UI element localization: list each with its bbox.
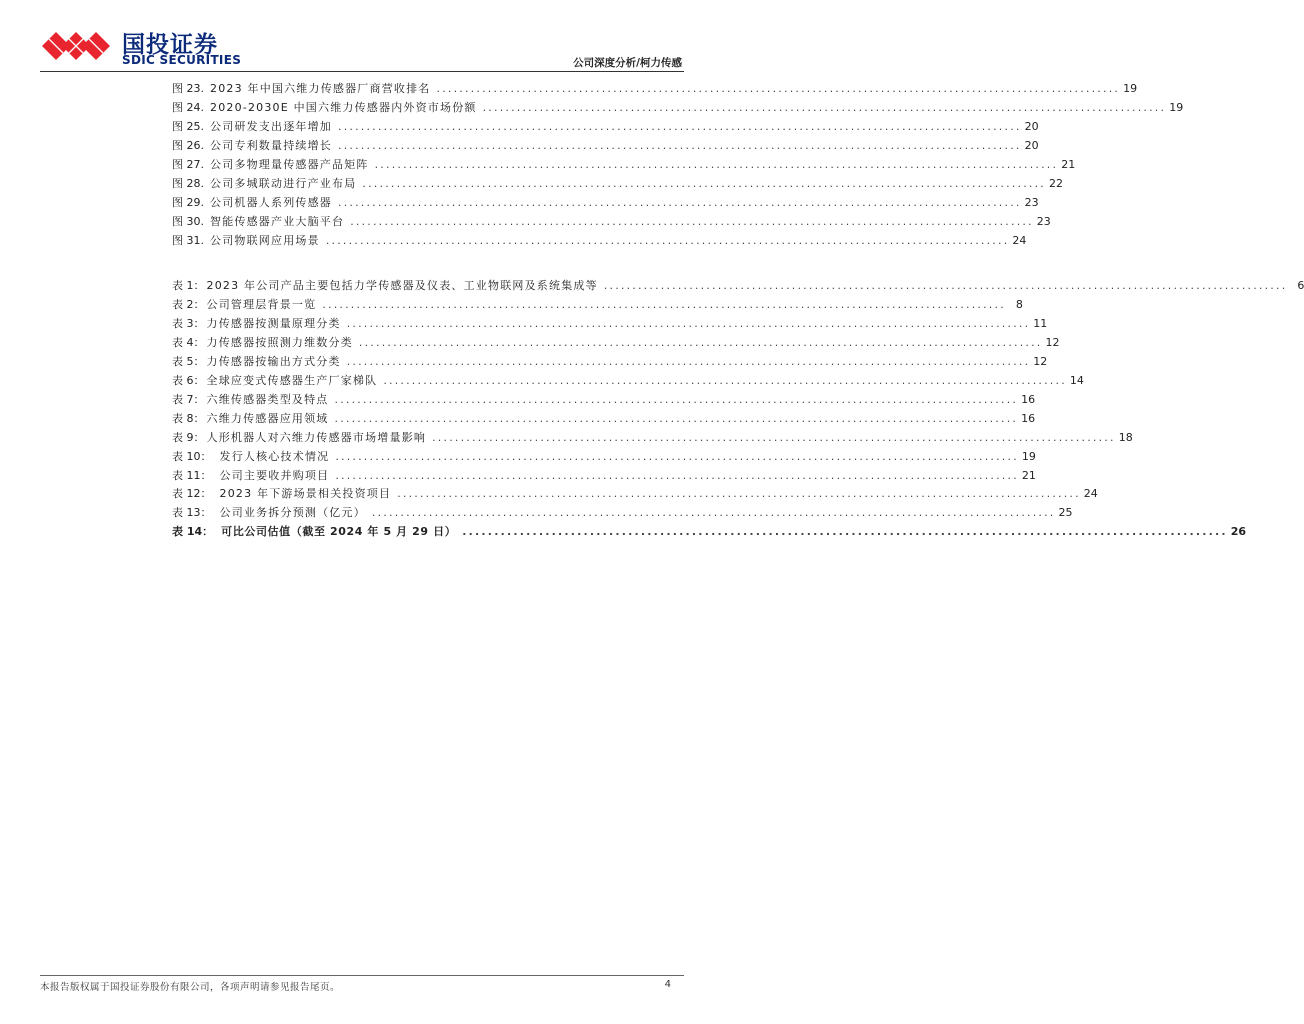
toc-entry-label: 图 25. bbox=[172, 119, 204, 133]
toc-entry-title: 2023 年中国六维力传感器厂商营收排名 bbox=[210, 82, 431, 95]
toc-entry-label: 表 11： bbox=[172, 468, 212, 482]
toc-table-entry[interactable] bbox=[172, 429, 1133, 447]
toc-entry-label: 表 2： bbox=[172, 297, 205, 311]
toc-entry-title: 公司管理层背景一览 bbox=[206, 297, 317, 311]
toc-entry-page: 26 bbox=[1230, 525, 1247, 539]
toc-entry-title: 公司专利数量持续增长 bbox=[210, 138, 332, 152]
toc-entry-label: 图 24. bbox=[172, 100, 204, 114]
toc-table-entry[interactable] bbox=[172, 467, 1036, 485]
toc-entry-title: 力传感器按输出方式分类 bbox=[206, 354, 341, 368]
toc-entry-title: 2020-2030E 中国六维力传感器内外资市场份额 bbox=[210, 100, 477, 114]
toc-dot-leader: ........................................................................................................................ bbox=[334, 392, 1019, 406]
toc-entry-title: 发行人核心技术情况 bbox=[219, 449, 330, 463]
toc-entry-page: 11 bbox=[1033, 316, 1048, 330]
toc-entry-label: 表 9： bbox=[172, 430, 205, 444]
toc-dot-leader: ........................................................................................................................ bbox=[374, 157, 1059, 171]
toc-entry-page: 25 bbox=[1058, 506, 1073, 520]
toc-entry-page: 20 bbox=[1024, 119, 1039, 133]
toc-entry-label: 表 5： bbox=[172, 354, 205, 368]
toc-entry-title: 全球应变式传感器生产厂家梯队 bbox=[206, 373, 378, 387]
toc-entry-page: 21 bbox=[1061, 157, 1076, 171]
toc-dot-leader: ........................................................................................................................ bbox=[358, 335, 1043, 349]
sdic-logo bbox=[40, 24, 240, 68]
toc-entry-page: 6 bbox=[1297, 279, 1304, 292]
toc-entry-page: 12 bbox=[1033, 354, 1048, 368]
toc-entry-page: 19 bbox=[1021, 449, 1036, 463]
footer-disclaimer: 本报告版权属于国投证券股份有限公司，各项声明请参见报告尾页。 bbox=[40, 982, 341, 993]
toc-table-entry[interactable] bbox=[172, 277, 1304, 295]
toc-entry-label: 表 10： bbox=[172, 449, 212, 463]
toc-figure-entry[interactable] bbox=[172, 80, 1138, 98]
toc-table-entry[interactable] bbox=[172, 523, 1247, 541]
toc-table-entry[interactable] bbox=[172, 372, 1084, 390]
toc-dot-leader: ........................................................................................................................ bbox=[325, 233, 1010, 247]
toc-entry-label: 表 3： bbox=[172, 316, 205, 330]
toc-entry-page: 14 bbox=[1069, 373, 1084, 387]
toc-table-entry[interactable] bbox=[172, 448, 1036, 466]
toc-entry-page: 23 bbox=[1024, 195, 1039, 209]
toc-entry-page: 24 bbox=[1012, 233, 1027, 247]
toc-dot-leader: ........................................................................................................................ bbox=[335, 449, 1019, 463]
toc-entry-label: 表 13： bbox=[172, 506, 212, 520]
toc-table-entry[interactable] bbox=[172, 485, 1098, 503]
toc-entry-title: 力传感器按测量原理分类 bbox=[206, 316, 341, 330]
toc-entry-title: 公司业务拆分预测（亿元） bbox=[219, 506, 366, 520]
toc-table-entry[interactable] bbox=[172, 296, 1023, 314]
toc-figure-entry[interactable] bbox=[172, 213, 1051, 231]
page-number: 4 bbox=[664, 979, 671, 990]
toc-table-entry[interactable] bbox=[172, 391, 1036, 409]
toc-entry-title: 人形机器人对六维力传感器市场增量影响 bbox=[206, 430, 427, 444]
report-type-label: 公司深度分析/柯力传感 bbox=[573, 57, 682, 69]
toc-entry-page: 20 bbox=[1024, 138, 1039, 152]
toc-entry-title: 公司主要收并购项目 bbox=[219, 468, 330, 482]
toc-table-entry[interactable] bbox=[172, 410, 1036, 428]
toc-entry-page: 16 bbox=[1021, 411, 1036, 425]
toc-entry-label: 表 4： bbox=[172, 335, 205, 349]
toc-entry-page: 19 bbox=[1169, 100, 1184, 114]
toc-dot-leader: ........................................................................................................................ bbox=[338, 138, 1022, 152]
toc-entry-label: 图 30. bbox=[172, 214, 204, 228]
logo-chinese-name: 国投证券 bbox=[122, 32, 218, 58]
toc-entry-title: 可比公司估值（截至 2024 年 5 月 29 日） bbox=[221, 525, 457, 539]
toc-entry-page: 22 bbox=[1049, 176, 1063, 190]
toc-entry-title: 公司多物理量传感器产品矩阵 bbox=[210, 157, 369, 171]
toc-entry-title: 智能传感器产业大脑平台 bbox=[210, 214, 345, 228]
toc-entry-title: 公司多城联动进行产业布局 bbox=[210, 176, 357, 190]
toc-entry-label: 图 27. bbox=[172, 157, 204, 171]
toc-dot-leader: ........................................................................................................................ bbox=[436, 82, 1121, 95]
toc-entry-page: 19 bbox=[1123, 82, 1138, 95]
toc-dot-leader: ........................................................................................................................ bbox=[362, 176, 1046, 190]
toc-figure-entry[interactable] bbox=[172, 118, 1039, 136]
toc-dot-leader: ........................................................................................................................ bbox=[371, 506, 1056, 520]
toc-dot-leader: ........................................................................................................................ bbox=[432, 430, 1116, 444]
toc-dot-leader: ........................................................................................................................ bbox=[334, 411, 1019, 425]
toc-entry-title: 2023 年公司产品主要包括力学传感器及仪表、工业物联网及系统集成等 bbox=[206, 279, 598, 292]
toc-figure-entry[interactable] bbox=[172, 137, 1039, 155]
footer-divider bbox=[40, 975, 684, 976]
toc-dot-leader: ........................................................................................................................ bbox=[462, 525, 1228, 539]
toc-entry-label: 图 23. bbox=[172, 82, 204, 95]
toc-figure-entry[interactable] bbox=[172, 194, 1039, 212]
toc-dot-leader: ........................................................................................................................ bbox=[397, 487, 1081, 501]
toc-dot-leader: ........................................................................................................................ bbox=[383, 373, 1067, 387]
toc-entry-label: 图 28. bbox=[172, 176, 204, 190]
toc-table-entry[interactable] bbox=[172, 353, 1048, 371]
toc-entry-title: 力传感器按照测力维数分类 bbox=[206, 335, 353, 349]
page-header bbox=[0, 0, 724, 78]
toc-figure-entry[interactable] bbox=[172, 99, 1184, 117]
toc-entry-page: 24 bbox=[1083, 487, 1098, 501]
toc-figure-entry[interactable] bbox=[172, 175, 1063, 193]
toc-entry-label: 图 31. bbox=[172, 233, 204, 247]
toc-entry-title: 六维传感器类型及特点 bbox=[206, 392, 329, 406]
toc-entry-title: 六维力传感器应用领域 bbox=[206, 411, 329, 425]
toc-table-entry[interactable] bbox=[172, 334, 1060, 352]
toc-dot-leader: ........................................................................................................................ bbox=[346, 354, 1031, 368]
sdic-logo-mark-icon bbox=[40, 26, 118, 66]
toc-entry-label: 表 7： bbox=[172, 392, 205, 406]
toc-entry-title: 公司物联网应用场景 bbox=[210, 233, 320, 247]
toc-entry-page: 8 bbox=[1015, 297, 1023, 311]
toc-entry-label: 表 1： bbox=[172, 279, 205, 292]
logo-english-name: SDIC SECURITIES bbox=[122, 53, 242, 67]
toc-entry-label: 表 12： bbox=[172, 487, 212, 501]
toc-dot-leader: ........................................................................................................................ bbox=[335, 468, 1019, 482]
toc-entry-page: 23 bbox=[1036, 214, 1051, 228]
toc-table-entry[interactable] bbox=[172, 315, 1048, 333]
toc-entry-title: 公司机器人系列传感器 bbox=[210, 195, 332, 209]
toc-entry-page: 18 bbox=[1118, 430, 1133, 444]
toc-entry-title: 公司研发支出逐年增加 bbox=[210, 119, 332, 133]
toc-entry-label: 表 8： bbox=[172, 411, 205, 425]
toc-dot-leader: ........................................................................................................................ bbox=[338, 119, 1022, 133]
toc-entry-page: 21 bbox=[1021, 468, 1036, 482]
toc-entry-label: 表 14： bbox=[172, 525, 214, 539]
toc-entry-page: 12 bbox=[1045, 335, 1060, 349]
toc-dot-leader: ........................................................................................................................ bbox=[322, 297, 1006, 311]
toc-dot-leader: ........................................................................................................................ bbox=[603, 279, 1288, 292]
toc-dot-leader: ........................................................................................................................ bbox=[346, 316, 1031, 330]
toc-entry-label: 图 26. bbox=[172, 138, 204, 152]
toc-entry-page: 16 bbox=[1021, 392, 1036, 406]
toc-entry-label: 图 29. bbox=[172, 195, 204, 209]
toc-dot-leader: ........................................................................................................................ bbox=[482, 100, 1167, 114]
toc-figure-entry[interactable] bbox=[172, 232, 1027, 250]
toc-entry-label: 表 6： bbox=[172, 373, 205, 387]
toc-table-entry[interactable] bbox=[172, 504, 1073, 522]
toc-figure-entry[interactable] bbox=[172, 156, 1076, 174]
toc-dot-leader: ........................................................................................................................ bbox=[350, 214, 1034, 228]
toc-entry-title: 2023 年下游场景相关投资项目 bbox=[219, 487, 392, 501]
header-divider bbox=[40, 71, 684, 72]
toc-dot-leader: ........................................................................................................................ bbox=[338, 195, 1022, 209]
